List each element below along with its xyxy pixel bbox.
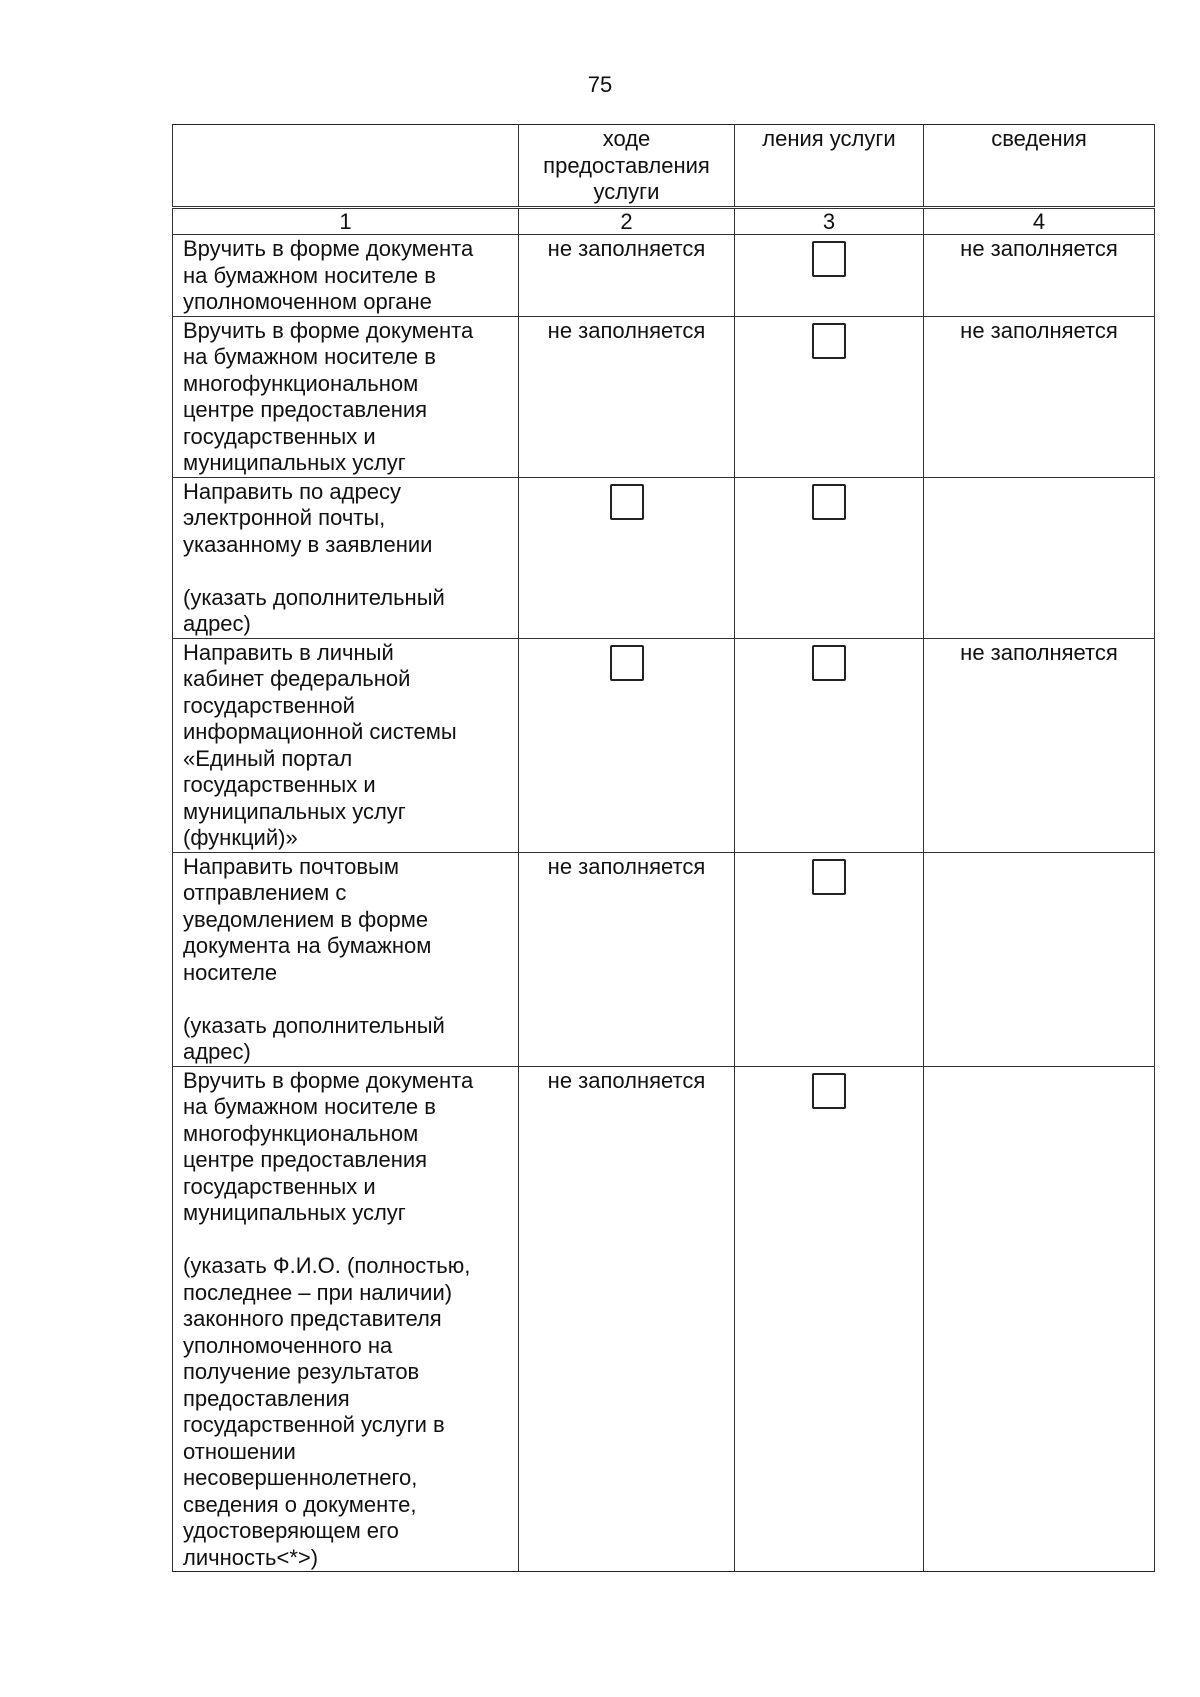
column-2-cell: [519, 235, 735, 317]
description-note-line: сведения о документе,: [183, 1491, 417, 1517]
not-filled-text: не заполняется: [547, 1067, 706, 1093]
column-number: 4: [924, 208, 1155, 235]
description-line: муниципальных услуг: [183, 798, 406, 824]
table-row: [173, 852, 1155, 1066]
description-line: многофункциональном: [183, 1120, 419, 1146]
delivery-method-table: [172, 124, 1155, 1572]
page-number: 75: [587, 72, 613, 97]
column-3-cell: [735, 852, 924, 1066]
description-note-line: (указать дополнительный: [183, 584, 445, 610]
column-number: 1: [173, 208, 519, 235]
description-note-line: личность<*>): [183, 1544, 319, 1570]
description-gap: [183, 558, 508, 585]
description-gap: [183, 1227, 508, 1254]
column-number-row: [173, 208, 1155, 235]
header-cell-2-line: ходе: [602, 126, 651, 151]
description-line: отправлением с: [183, 880, 347, 905]
description-gap: [183, 986, 508, 1013]
column-2-cell: [519, 638, 735, 852]
column-4-cell: [924, 235, 1155, 317]
checkbox[interactable]: [610, 484, 644, 520]
table-row: [173, 235, 1155, 317]
table-row: [173, 477, 1155, 638]
not-filled-text: не заполняется: [960, 639, 1118, 665]
header-cell-3: ления услуги: [735, 125, 924, 208]
not-filled-text: не заполняется: [547, 853, 706, 879]
description-line: центре предоставления: [183, 397, 428, 422]
not-filled-text: не заполняется: [547, 317, 706, 343]
column-3-cell: [735, 638, 924, 852]
delivery-method-description: [173, 316, 519, 477]
description-line: государственных и: [183, 423, 376, 449]
delivery-method-description: [173, 852, 519, 1066]
header-cell-4: сведения: [924, 125, 1155, 208]
description-line: (функций)»: [183, 825, 298, 850]
column-4-cell: [924, 852, 1155, 1066]
checkbox[interactable]: [812, 241, 846, 277]
description-note-line: адрес): [183, 1039, 251, 1064]
not-filled-text: не заполняется: [547, 236, 706, 261]
description-line: Направить в личный: [183, 639, 394, 665]
column-number: 2: [519, 208, 735, 235]
checkbox[interactable]: [812, 859, 846, 895]
checkbox[interactable]: [610, 645, 644, 681]
delivery-method-description: [173, 638, 519, 852]
description-note-line: (указать дополнительный: [183, 1012, 445, 1038]
column-4-cell: [924, 638, 1155, 852]
column-2-cell: [519, 477, 735, 638]
description-line: «Единый портал: [183, 745, 353, 771]
description-note-line: несовершеннолетнего,: [183, 1465, 418, 1490]
description-note-line: получение результатов: [183, 1359, 420, 1384]
description-line: уведомлением в форме: [183, 906, 429, 932]
delivery-method-description: [173, 477, 519, 638]
header-cell-2: [519, 125, 735, 208]
description-note-line: удостоверяющем его: [183, 1518, 399, 1543]
checkbox[interactable]: [812, 323, 846, 359]
column-2-cell: [519, 1066, 735, 1572]
description-line: муниципальных услуг: [183, 1200, 406, 1225]
column-number: 3: [735, 208, 924, 235]
table-row: [173, 638, 1155, 852]
column-3-cell: [735, 1066, 924, 1572]
description-note-line: (указать Ф.И.О. (полностью,: [183, 1253, 471, 1278]
description-note-line: предоставления: [183, 1385, 350, 1411]
checkbox[interactable]: [812, 1073, 846, 1109]
description-note-line: отношении: [183, 1438, 296, 1464]
not-filled-text: не заполняется: [960, 236, 1118, 261]
header-cell-2-line: услуги: [593, 179, 660, 204]
description-line: государственных и: [183, 772, 376, 797]
column-3-cell: [735, 477, 924, 638]
column-4-cell: [924, 477, 1155, 638]
description-line: на бумажном носителе в: [183, 262, 436, 288]
table-header-row: [173, 125, 1155, 208]
header-cell-2-line: предоставления: [543, 152, 710, 178]
description-line: Вручить в форме документа: [183, 236, 474, 261]
table-row: [173, 316, 1155, 477]
description-note-line: законного представителя: [183, 1306, 442, 1331]
description-line: на бумажном носителе в: [183, 344, 436, 369]
description-note-line: адрес): [183, 611, 251, 636]
description-line: Вручить в форме документа: [183, 1067, 474, 1093]
description-line: кабинет федеральной: [183, 666, 411, 691]
description-note-line: государственной услуги в: [183, 1412, 445, 1437]
column-3-cell: [735, 235, 924, 317]
description-line: Направить по адресу: [183, 478, 401, 504]
description-line: уполномоченном органе: [183, 289, 432, 314]
description-line: муниципальных услуг: [183, 450, 406, 475]
description-line: информационной системы: [183, 719, 457, 744]
description-line: Вручить в форме документа: [183, 317, 474, 343]
description-note-line: последнее – при наличии): [183, 1279, 453, 1305]
description-line: Направить почтовым: [183, 853, 399, 879]
delivery-method-description: [173, 1066, 519, 1572]
column-3-cell: [735, 316, 924, 477]
description-line: на бумажном носителе в: [183, 1094, 436, 1119]
column-4-cell: [924, 1066, 1155, 1572]
checkbox[interactable]: [812, 484, 846, 520]
description-line: носителе: [183, 959, 278, 985]
description-line: указанному в заявлении: [183, 531, 433, 557]
not-filled-text: не заполняется: [960, 317, 1118, 343]
description-note-line: уполномоченного на: [183, 1332, 393, 1358]
delivery-method-description: [173, 235, 519, 317]
checkbox[interactable]: [812, 645, 846, 681]
column-2-cell: [519, 316, 735, 477]
description-line: многофункциональном: [183, 370, 419, 396]
description-line: электронной почты,: [183, 505, 386, 530]
description-line: государственных и: [183, 1173, 376, 1199]
column-2-cell: [519, 852, 735, 1066]
column-4-cell: [924, 316, 1155, 477]
table-row: [173, 1066, 1155, 1572]
header-cell-1: [173, 125, 519, 208]
description-line: центре предоставления: [183, 1147, 428, 1172]
description-line: государственной: [183, 692, 355, 718]
description-line: документа на бумажном: [183, 933, 432, 958]
